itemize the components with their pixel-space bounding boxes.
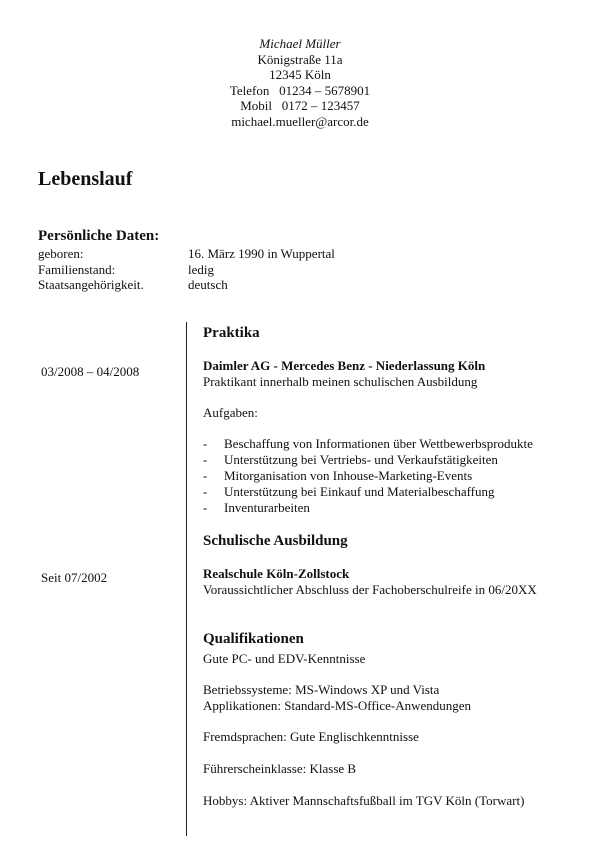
contact-street: Königstraße 11a [257, 51, 343, 67]
contact-block [150, 36, 450, 129]
document-title: Lebenslauf [38, 168, 133, 190]
date-praktikum: 03/2008 – 04/2008 [41, 364, 140, 379]
qual-hobbies: Hobbys: Aktiver Mannschaftsfußball im TGV Köln (Torwart) [203, 793, 525, 808]
list-item: - Unterstützung bei Einkauf und Materialbeschaffung [203, 484, 495, 499]
school-name: Realschule Köln-Zollstock [203, 566, 350, 581]
list-item: - Beschaffung von Informationen über Wettbewerbsprodukte [203, 436, 533, 451]
personal-value: ledig [188, 262, 214, 277]
bullet-dash: - [203, 452, 208, 467]
bullet-dash: - [203, 436, 208, 451]
qual-apps: Applikationen: Standard-MS-Office-Anwendungen [203, 698, 472, 713]
contact-city: 12345 Köln [269, 67, 331, 82]
date-schule: Seit 07/2002 [41, 570, 108, 585]
section-heading-qualifikationen: Qualifikationen [203, 631, 304, 647]
praktikum-company: Daimler AG - Mercedes Benz - Niederlassung Köln [203, 358, 486, 373]
contact-mobile: Mobil 0172 – 123457 [240, 98, 360, 113]
section-heading-schule: Schulische Ausbildung [203, 533, 348, 549]
list-item: - Unterstützung bei Vertriebs- und Verkaufstätigkeiten [203, 452, 498, 467]
section-heading-praktika: Praktika [203, 325, 260, 341]
personal-value: 16. März 1990 in Wuppertal [188, 246, 335, 261]
contact-name: Michael Müller [259, 36, 341, 51]
contact-email: michael.mueller@arcor.de [231, 113, 369, 129]
praktikum-role: Praktikant innerhalb meinen schulischen Ausbildung [203, 374, 478, 389]
qual-pc: Gute PC- und EDV-Kenntnisse [203, 651, 366, 666]
personal-label: Staatsangehörigkeit. [38, 277, 144, 292]
bullet-dash: - [203, 500, 208, 515]
list-item: - Mitorganisation von Inhouse-Marketing-Events [203, 468, 473, 483]
bullet-dash: - [203, 484, 208, 499]
personal-data-heading: Persönliche Daten: [38, 228, 160, 244]
list-item: - Inventurarbeiten [203, 500, 310, 515]
personal-value: deutsch [188, 277, 228, 292]
bullet-dash: - [203, 468, 208, 483]
school-note: Voraussichtlicher Abschluss der Fachoberschulreife in 06/20XX [203, 582, 537, 597]
qual-os: Betriebssysteme: MS-Windows XP und Vista [203, 682, 440, 697]
timeline-divider [186, 322, 187, 836]
qual-languages: Fremdsprachen: Gute Englischkenntnisse [203, 729, 419, 744]
personal-label: Familienstand: [38, 262, 116, 277]
personal-label: geboren: [38, 246, 84, 261]
contact-phone: Telefon 01234 – 5678901 [229, 82, 371, 98]
tasks-list [203, 436, 533, 516]
qual-license: Führerscheinklasse: Klasse B [203, 761, 357, 776]
tasks-label: Aufgaben: [203, 405, 258, 420]
